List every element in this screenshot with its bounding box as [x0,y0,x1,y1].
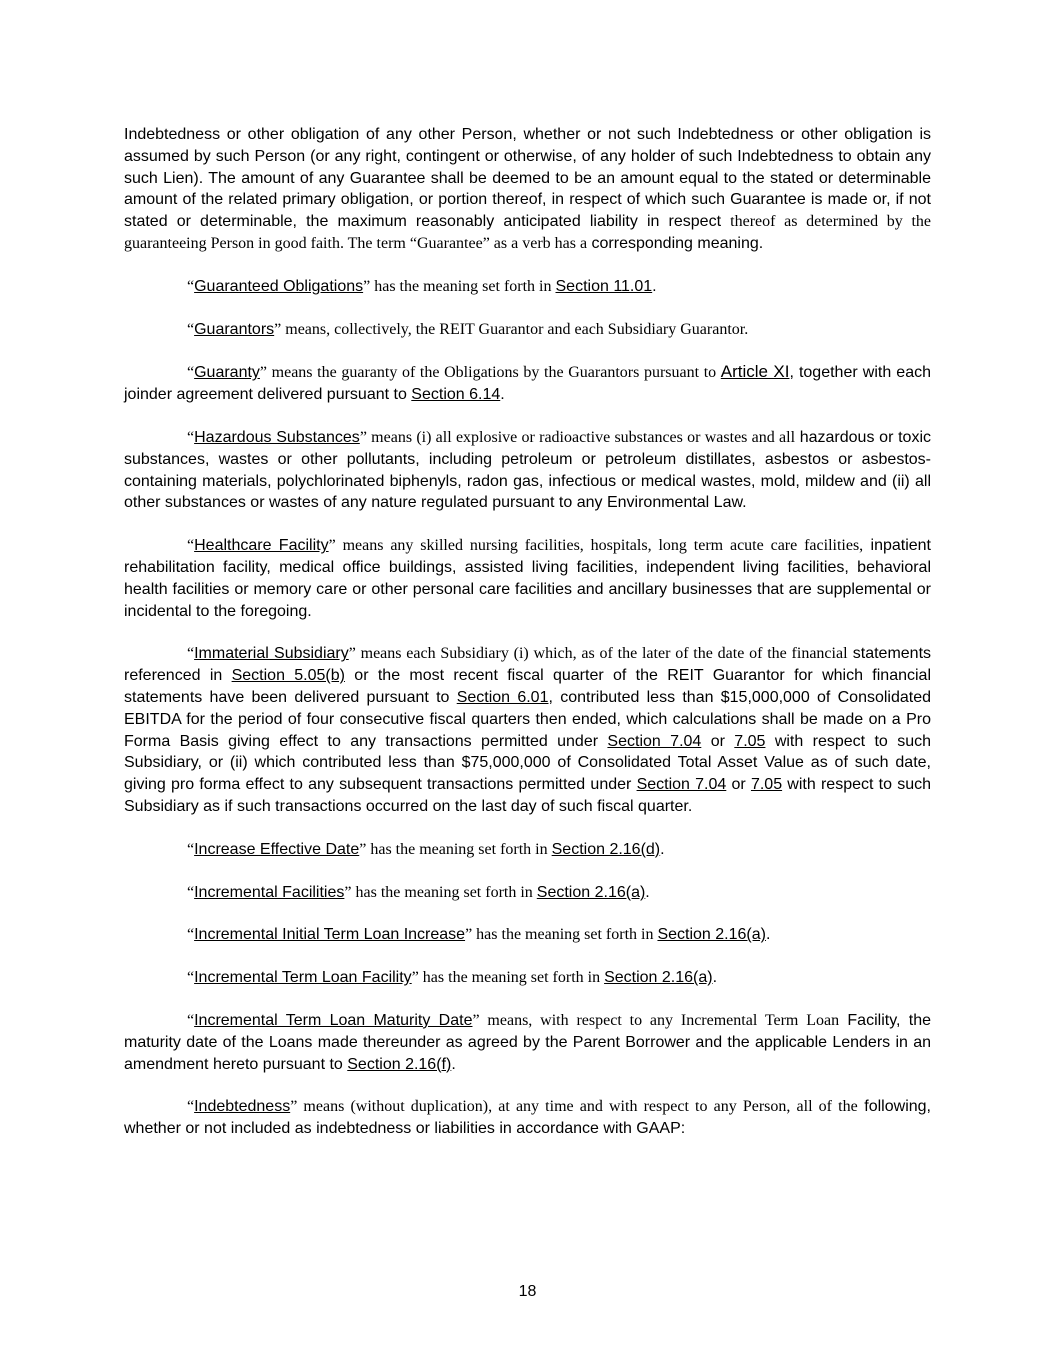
text: ” has the meaning set forth in [363,277,556,295]
document-page [124,124,931,1161]
section-reference[interactable]: Section 5.05(b) [231,667,345,685]
section-reference[interactable]: Section 2.16(a) [536,883,646,901]
section-reference[interactable]: 7.05 [734,732,766,750]
defined-term: Increase Effective Date [194,840,360,858]
text: ” means (i) all explosive or radioactive substances or wastes and all [359,428,796,446]
text: Indebtedness or other obligation of any other Person, whether or not such Indebtedness or other obligation is assumed by such Person (or any right, contingent or otherwise, of any holder of such Indebtedness to obtain any such Lien). The amount of any Guarantee shall be deemed to be an amount equal to the stated or determinable amount of the related primary obligation, or portion thereof, in respect of which such Guarantee is made or, if not stated or determinable, the maximum reasonably anticipated liability in respect [124,126,931,231]
quote: “ [187,428,195,446]
text: with respect to such Subsidiary as if such transactions occurred on the last day of such fiscal quarter. [124,776,932,815]
quote: “ [187,883,195,901]
section-reference[interactable]: Section 6.14 [411,386,501,404]
defined-term: Incremental Term Loan Maturity Date [194,1011,473,1029]
text: ” means the guaranty of the Obligations by the Guarantors pursuant to [259,364,721,382]
text: ” means, with respect to any Incremental Term Loan [472,1011,840,1029]
text: . [765,926,771,944]
definition-incremental-term-loan-maturity-date [124,1010,931,1075]
quote: “ [187,364,195,382]
text: or the most recent fiscal quarter of the REIT Guarantor for which financial statements have been delivered pursuant to [124,667,931,706]
page-number: 18 [518,1283,537,1300]
definition-incremental-facilities [124,882,931,904]
defined-term: Guaranteed Obligations [194,277,364,295]
defined-term: Indebtedness [194,1098,291,1116]
section-reference[interactable]: Section 7.04 [607,732,702,750]
section-reference[interactable]: 7.05 [750,776,783,794]
defined-term: Hazardous Substances [194,428,360,446]
definition-incremental-initial-term-loan-increase [124,924,931,946]
defined-term: Incremental Term Loan Facility [194,969,412,987]
text: thereof as determined by the guaranteeing Person in good faith. The term “Guarantee” as a verb has a [124,213,931,252]
text: or [701,732,735,750]
section-reference[interactable]: Section 2.16(d) [551,840,661,858]
definition-guarantors [124,319,931,341]
definition-guaranteed-obligations [124,276,931,298]
text: , together with each joinder agreement delivered pursuant to [124,364,931,404]
quote: “ [187,840,195,858]
section-reference[interactable]: Section 7.04 [636,776,727,794]
definition-hazardous-substances [124,427,931,514]
text: with respect to such Subsidiary, or (ii) which contributed less than $75,000,000 of Consolidated Total Asset Value as of such date, giving pro forma effect to any subsequent transactions permitted under [124,732,932,794]
text: Facility, the maturity date of the Loans made thereunder as agreed by the Parent Borrower and the applicable Lenders in an amendment hereto pursuant to [124,1011,931,1073]
text: ” has the meaning set forth in [465,926,658,944]
text: . [712,969,718,987]
text: hazardous or toxic substances, wastes or other pollutants, including petroleum or petroleum distillates, asbestos or asbestos-containing materials, polychlorinated biphenyls, radon gas, infectious or medical wastes, mold, mildew and (ii) all other substances or wastes of any nature regulated pursuant to any Environmental Law. [124,428,932,512]
text: following, whether or not included as indebtedness or liabilities in accordance with GAAP: [124,1098,931,1138]
text: . [451,1055,456,1073]
quote: “ [187,537,195,555]
defined-term: Immaterial Subsidiary [194,645,349,663]
text: , contributed less than $15,000,000 of Consolidated EBITDA for the period of four consecutive fiscal quarters then ended, which calculations shall be made on a Pro Forma Basis giving effect to any transactions permitted under [124,688,932,750]
defined-term: Guaranty [194,364,260,382]
text: statements referenced in [124,645,932,685]
text: ” means, collectively, the REIT Guarantor and each Subsidiary Guarantor. [274,320,749,338]
quote: “ [187,1098,195,1116]
text: ” means any skilled nursing facilities, hospitals, long term acute care facilities, [328,537,864,555]
defined-term: Guarantors [194,320,275,338]
quote: “ [187,277,195,295]
quote: “ [187,1011,195,1029]
text: ” means each Subsidiary (i) which, as of the later of the date of the financial [348,645,848,663]
definition-increase-effective-date [124,839,931,861]
paragraph-guarantee-continued [124,124,931,255]
definition-incremental-term-loan-facility [124,967,931,989]
definition-immaterial-subsidiary [124,643,931,817]
defined-term: Healthcare Facility [194,537,329,555]
text: ” has the meaning set forth in [359,840,552,858]
text: . [652,277,657,295]
section-reference[interactable]: Section 6.01 [456,688,549,706]
defined-term: Incremental Facilities [194,883,345,901]
text: ” has the meaning set forth in [344,883,537,901]
section-reference[interactable]: Section 2.16(f) [347,1055,452,1073]
text: . [645,883,650,901]
text: or [726,776,751,794]
definition-guaranty [124,361,931,406]
section-reference[interactable]: Section 11.01 [555,277,653,295]
section-reference[interactable]: Section 2.16(a) [604,969,713,987]
defined-term: Incremental Initial Term Loan Increase [194,926,466,944]
text: ” means (without duplication), at any time and with respect to any Person, all of the [290,1098,858,1116]
article-reference[interactable]: Article XI [720,362,790,382]
definition-healthcare-facility [124,535,931,622]
section-reference[interactable]: Section 2.16(a) [657,926,766,944]
quote: “ [187,645,195,663]
text: . [500,386,505,404]
text: ” has the meaning set forth in [411,969,605,987]
text: inpatient rehabilitation facility, medical office buildings, assisted living facilities, independent living facilities, behavioral health facilities or memory care or other personal care facilities and ancillary businesses that are supplemental or incidental to the foregoing. [124,537,932,620]
definition-indebtedness [124,1096,931,1140]
quote: “ [187,969,195,987]
quote: “ [187,926,195,944]
text: corresponding meaning. [591,234,764,252]
quote: “ [187,320,195,338]
text: . [660,840,665,858]
